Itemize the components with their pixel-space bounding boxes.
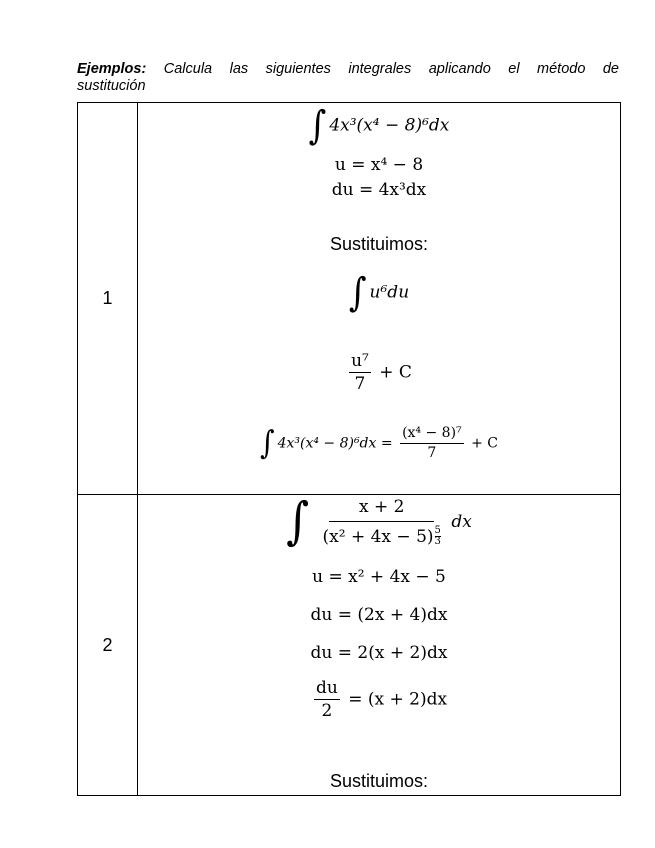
final-numerator: (x⁴ − 8)⁷ xyxy=(400,425,464,444)
du-factored: du = 2(x + 2)dx xyxy=(310,643,448,663)
integrand-tail: dx xyxy=(451,511,472,532)
result-tail: + C xyxy=(379,362,412,383)
intro-line2: sustitución xyxy=(77,78,146,94)
example-content xyxy=(138,492,621,796)
result-numerator: u⁷ xyxy=(349,351,371,373)
example-number: 2 xyxy=(78,495,138,796)
integral-sign-icon: ∫ xyxy=(348,270,367,316)
substituted-integral: ∫ u⁶du xyxy=(348,270,410,316)
example-number: 1 xyxy=(78,103,138,495)
integrand-denominator: (x² + 4x − 5) $\frac{5}{3}$ xyxy=(322,525,441,548)
intro-paragraph xyxy=(77,61,619,95)
du-half-tail: = (x + 2)dx xyxy=(348,689,448,710)
final-fraction xyxy=(400,425,464,462)
integrand-fraction xyxy=(321,497,443,548)
step-label: Sustituimos: xyxy=(329,771,429,791)
integrand-numerator: x + 2 xyxy=(329,497,434,522)
du-half-numerator: du xyxy=(314,678,340,700)
result-expression xyxy=(138,351,620,395)
final-denominator: 7 xyxy=(427,444,437,461)
intro-line1: Calcula las siguientes integrales aplicando el método de xyxy=(146,61,619,77)
intro-bold: Ejemplos: xyxy=(77,61,147,77)
step-label: Sustituimos: xyxy=(329,234,429,254)
final-equation: ∫ 4x³(x⁴ − 8)⁶dx = $\frac{\text{(x⁴ − 8)⁷}}{7}$ + C xyxy=(259,423,499,462)
result-fraction xyxy=(349,351,371,395)
du-definition: du = 4x³dx xyxy=(331,180,427,200)
example-row xyxy=(78,495,621,796)
du-half-denominator: 2 xyxy=(321,701,333,722)
integral-expression: ∫ 4x³(x⁴ − 8)⁶dx xyxy=(308,103,450,149)
du-half-fraction xyxy=(314,678,340,722)
integral-sign-icon: ∫ xyxy=(259,423,275,462)
u-definition: u = x⁴ − 8 xyxy=(334,155,424,175)
integral-sign-icon: ∫ xyxy=(286,492,310,552)
result-denominator: 7 xyxy=(354,374,366,395)
integral-expression xyxy=(138,492,620,552)
example-content xyxy=(138,103,621,495)
du-half-expression xyxy=(138,678,620,722)
example-row xyxy=(78,103,621,495)
exponent-fraction: $\frac{5}{3}$ xyxy=(434,525,441,548)
examples-table xyxy=(77,102,621,796)
final-tail: + C xyxy=(471,435,499,452)
integral-sign-icon: ∫ xyxy=(308,103,327,149)
du-definition: du = (2x + 4)dx xyxy=(310,605,448,625)
u-definition: u = x² + 4x − 5 xyxy=(312,567,446,587)
